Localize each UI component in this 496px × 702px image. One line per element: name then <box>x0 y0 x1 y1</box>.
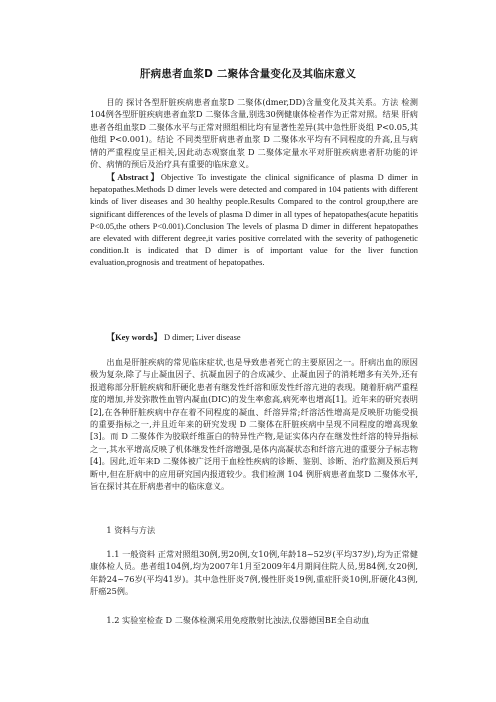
chinese-abstract: 目的 探讨各型肝脏疾病患者血浆D 二聚体(dmer,DD)含量变化及其关系。方法 检测 104例各型肝脏疾病患者血浆D 二聚体含量,别选30例健康体检者作为正常对照。结果 肝病患者各组血浆D 二聚体水平与正常对照组相比均有显著性差异(其中急性肝炎组 P<0.05,其他组 P<0.001)。结论 不同类型肝病患者血浆 D 二聚体水平均有不同程度的升高,且与病情的严重程度呈正相关,因此动态观察血浆 D 二聚体定量水平对肝脏疾病患者肝功能的评价、病情的预后及治疗具有重要的临床意义。 <box>90 97 418 170</box>
abstract-text: Objective To investigate the clinical significance of plasma D dimer in hepatopathes.Methods D dimer levels were detected and compared in 104 patients with different kinds of liver diseases and 30 healthy people.Results Compared to the control group,there are significant differences of the levels of plasma D dimer in all types of hepatopathes(acute hepatitis P<0.05,the others P<0.001).Conclusion The levels of plasma D dimer in different hepatopathes are elevated with different degree,it varies positive correlated with the severity of pathogenetic condition.It is indicated that D dimer is of important value for the liver function evaluation,prognosis and treatment of hepatopathes. <box>90 173 418 268</box>
abstract-label: 【Abstract】 <box>106 173 161 182</box>
keywords <box>90 332 418 344</box>
section-heading-materials-methods: 1 资料与方法 <box>106 525 156 535</box>
subsection-general-data: 1.1 一般资料 正常对照组30例,男20例,女10例,年龄18~52岁(平均37岁),均为正常健康体检人员。患者组104例,均为2007年1月至2009年4月期间住院人员,男84例,女20例,年龄24~76岁(平均41岁)。其中急性肝炎7例,慢性肝炎19例,重症肝炎10例,肝硬化43例,肝癌25例。 <box>90 549 418 597</box>
subsection-lab-tests: 1.2 实验室检查 D 二聚体检测采用免疫散射比浊法,仪器德国BE全自动血 <box>106 615 370 625</box>
english-abstract <box>90 172 418 270</box>
paper-title: 肝病患者血浆D 二聚体含量变化及其临床意义 <box>139 68 357 80</box>
keywords-label: 【Key words】 <box>106 333 162 342</box>
introduction-paragraph: 出血是肝脏疾病的常见临床症状,也是导致患者死亡的主要原因之一。肝病出血的原因极为复杂,除了与止凝血因子、抗凝血因子的合成减少、止凝血因子的消耗增多有关外,还有报道称部分肝脏疾病和肝硬化患者有继发性纤溶和原发性纤溶亢进的表现。随着肝病严重程度的增加,并发弥散性血管内凝血(DIC)的发生率愈高,病死率也增高[1]。近年来的研究表明[2],在各种肝脏疾病中存在着不同程度的凝血、纤溶异常;纤溶活性增高是反映肝功能受损的重要指标之一,并且近年来的研究发现 D 二聚体在肝脏疾病中呈现不同程度的增高现象[3]。而 D 二聚体作为胶联纤维蛋白的特异性产物,是证实体内存在继发性纤溶的特异指标之一,其水平增高反映了机体继发性纤溶增强,是体内高凝状态和纤溶亢进的重要分子标志物[4]。因此,近年来D 二聚体被广泛用于血栓性疾病的诊断、鉴别、诊断、治疗监测及预后判断中,但在肝病中的应用研究国内报道较少。我们检测 104 例肝病患者血浆D 二聚体水平,旨在探讨其在肝病患者中的临床意义。 <box>90 357 418 492</box>
keywords-text: D dimer; Liver disease <box>161 333 241 342</box>
